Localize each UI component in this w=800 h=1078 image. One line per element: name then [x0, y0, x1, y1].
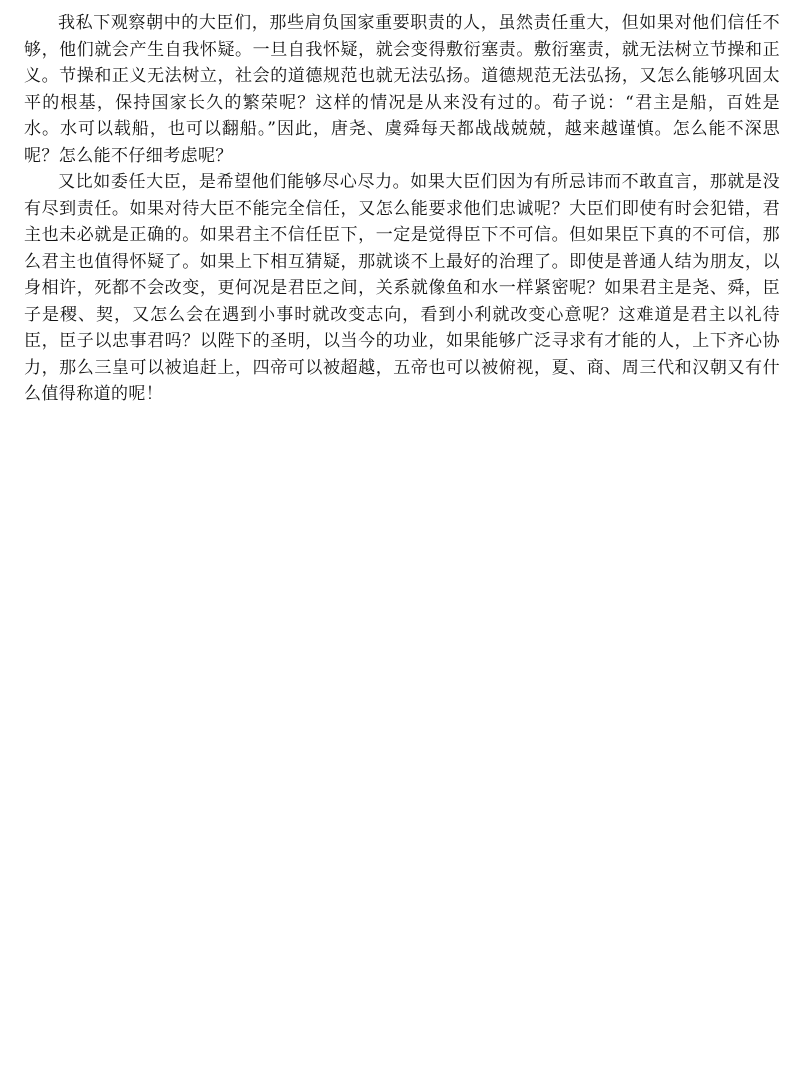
- paragraph-1: 我私下观察朝中的大臣们，那些肩负国家重要职责的人，虽然责任重大，但如果对他们信任不够，他们就会产生自我怀疑。一旦自我怀疑，就会变得敷衍塞责。敷衍塞责，就无法树立节操和正义。节操和正义无法树立，社会的道德规范也就无法弘扬。道德规范无法弘扬，又怎么能够巩固太平的根基，保持国家长久的繁荣呢？这样的情况是从来没有过的。荀子说：“君主是船，百姓是水。水可以载船，也可以翻船。”因此，唐尧、虞舜每天都战战兢兢，越来越谨慎。怎么能不深思呢？怎么能不仔细考虑呢？: [24, 13, 780, 166]
- document-body: [24, 10, 780, 408]
- paragraph-2: 又比如委任大臣，是希望他们能够尽心尽力。如果大臣们因为有所忌讳而不敢直言，那就是没有尽到责任。如果对待大臣不能完全信任，又怎么能要求他们忠诚呢？大臣们即使有时会犯错，君主也未必就是正确的。如果君主不信任臣下，一定是觉得臣下不可信。但如果臣下真的不可信，那么君主也值得怀疑了。如果上下相互猜疑，那就谈不上最好的治理了。即使是普通人结为朋友，以身相许，死都不会改变，更何况是君臣之间，关系就像鱼和水一样紧密呢？如果君主是尧、舜，臣子是稷、契，又怎么会在遇到小事时就改变志向，看到小利就改变心意呢？这难道是君主以礼待臣，臣子以忠事君吗？以陛下的圣明，以当今的功业，如果能够广泛寻求有才能的人，上下齐心协力，那么三皇可以被追赶上，四帝可以被超越，五帝也可以被俯视，夏、商、周三代和汉朝又有什么值得称道的呢！: [24, 172, 780, 404]
